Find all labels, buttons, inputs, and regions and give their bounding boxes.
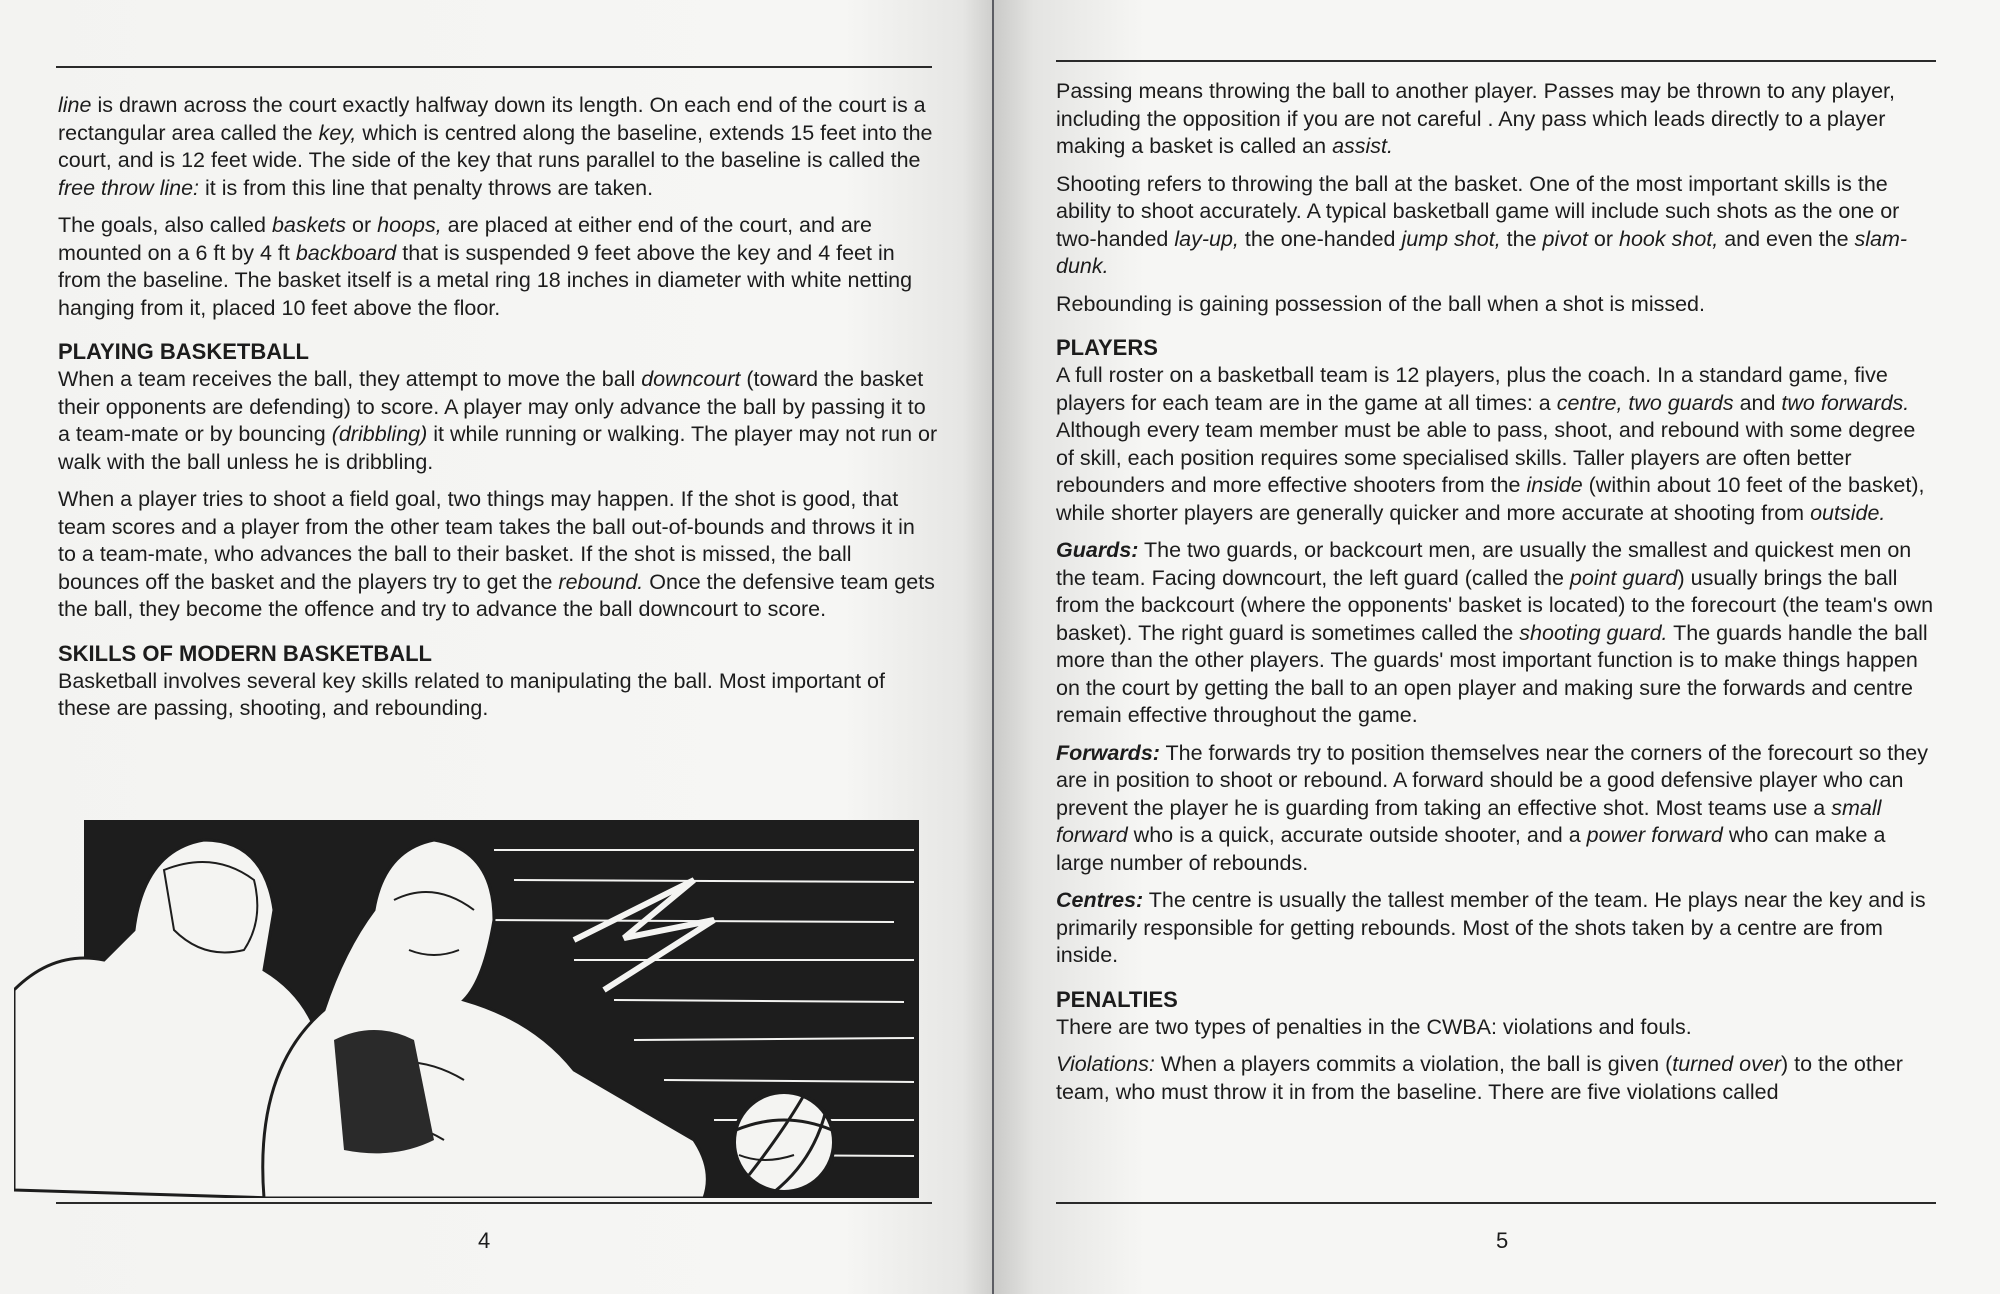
forwards-paragraph: Forwards: The forwards try to position themselves near the corners of the forecourt so they are in position to shoot or rebound. A forward should be a good defensive player who can prevent the player he is guarding from taking an effective shot. Most teams use a small forward who is a quick, accurate outside shooter, and a power forward who can make a large number of rebounds. <box>1056 740 1928 875</box>
shooting-paragraph: Shooting refers to throwing the ball at the basket. One of the most important skills is the ability to shoot accurately. A typical basketball game will include such shots as the one or two-handed lay-up, the one-handed jump shot, the pivot or hook shot, and even the slam-dunk. <box>1056 171 1908 278</box>
skills-paragraph: Basketball involves several key skills related to manipulating the ball. Most important of these are passing, shooting, and rebounding. <box>58 668 885 720</box>
page-number: 5 <box>1496 1228 1509 1253</box>
top-rule <box>56 66 932 68</box>
guards-paragraph: Guards: The two guards, or backcourt men, are usually the smallest and quickest men on the team. Facing downcourt, the left guard (called the point guard) usually brings the ball from the backcourt (where the opponents' basket is located) to the forecourt (the team's own basket). The right guard is sometimes called the shooting guard. The guards handle the ball more than the other players. The guards' most important function is to make things happen on the court by getting the ball to an open player and making sure the forwards and centre remain effective throughout the game. <box>1056 538 1934 727</box>
passing-paragraph: Passing means throwing the ball to another player. Passes may be thrown to any player, including the opposition if you are not careful . Any pass which leads directly to a player making a basket is called an assist. <box>1056 79 1895 158</box>
top-rule <box>1056 60 1936 62</box>
violations-paragraph: Violations: When a players commits a violation, the ball is given (turned over) to the other team, who must throw it in from the baseline. There are five violations called <box>1056 1052 1903 1104</box>
centres-paragraph: Centres: The centre is usually the tallest member of the team. He plays near the key and is primarily responsible for getting rebounds. Most of the shots taken by a centre are from inside. <box>1056 888 1926 967</box>
court-intro-paragraph: line is drawn across the court exactly halfway down its length. On each end of the court is a rectangular area called the key, which is centred along the baseline, extends 15 feet into the court, and is 12 feet wide. The side of the key that runs parallel to the baseline is called the free throw line: it is from this line that penalty throws are taken. <box>58 93 933 200</box>
players-paragraph: A full roster on a basketball team is 12 players, plus the coach. In a standard game, five players for each team are in the game at all times: a centre, two guards and two forwards. Although every team member must be able to pass, shoot, and rebound with some degree of skill, each position requires some specialised skills. Taller players are often better rebounders and more effective shooters from the inside (within about 10 feet of the basket), while shorter players are generally quicker and more accurate at shooting from outside. <box>1056 363 1925 525</box>
page-number: 4 <box>478 1228 491 1253</box>
rebounding-paragraph: Rebounding is gaining possession of the ball when a shot is missed. <box>1056 291 1705 316</box>
right-page-text <box>1056 78 1936 1116</box>
playing-basketball-heading: PLAYING BASKETBALL <box>58 339 309 364</box>
penalties-paragraph: There are two types of penalties in the CWBA: violations and fouls. <box>1056 1014 1692 1039</box>
field-goal-paragraph: When a player tries to shoot a field goal, two things may happen. If the shot is good, that team scores and a player from the other team takes the ball out-of-bounds and throws it in to a team-mate, who advances the ball to their basket. If the shot is missed, the ball bounces off the basket and the players try to get the rebound. Once the defensive team gets the ball, they become the offence and try to advance the ball downcourt to score. <box>58 487 935 621</box>
basketball-players-illustration <box>14 810 934 1198</box>
left-page <box>0 0 992 1294</box>
right-page <box>994 0 2000 1294</box>
players-heading: PLAYERS <box>1056 335 1158 360</box>
bottom-rule <box>56 1202 932 1204</box>
skills-heading: SKILLS OF MODERN BASKETBALL <box>58 640 432 666</box>
playing-paragraph: When a team receives the ball, they attempt to move the ball downcourt (toward the basket their opponents are defending) to score. A player may only advance the ball by passing it to a team-mate or by bouncing (dribbling) it while running or walking. The player may not run or walk with the ball unless he is dribbling. <box>58 367 938 474</box>
bottom-rule <box>1056 1202 1936 1204</box>
goals-paragraph: The goals, also called baskets or hoops, are placed at either end of the court, and are mounted on a 6 ft by 4 ft backboard that is suspended 9 feet above the key and 4 feet in from the baseline. The basket itself is a metal ring 18 inches in diameter with white netting hanging from it, placed 10 feet above the floor. <box>58 213 913 320</box>
penalties-heading: PENALTIES <box>1056 986 1178 1012</box>
left-page-text <box>58 92 938 733</box>
